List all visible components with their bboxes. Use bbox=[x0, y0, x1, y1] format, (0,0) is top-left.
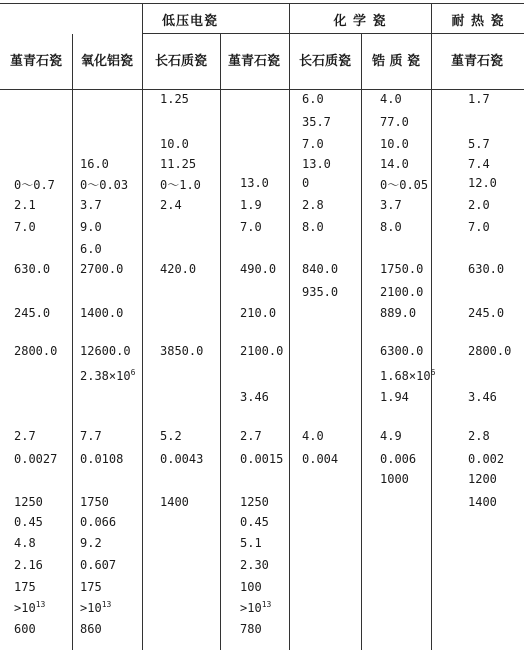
table-cell bbox=[302, 137, 324, 151]
cell-value: 4.8 bbox=[14, 536, 36, 550]
cell-value: 1400.0 bbox=[80, 306, 124, 320]
cell-value: 420.0 bbox=[160, 262, 197, 276]
cell-value: 10.0 bbox=[380, 137, 409, 151]
table-cell bbox=[14, 452, 57, 466]
table-cell bbox=[160, 429, 182, 443]
table-cell bbox=[14, 536, 36, 550]
cell-value: 490.0 bbox=[240, 262, 277, 276]
cell-value: 889.0 bbox=[380, 306, 417, 320]
table-cell bbox=[240, 262, 276, 276]
cell-value: 780 bbox=[240, 622, 262, 636]
cell-value: 0.0015 bbox=[240, 452, 284, 466]
table-cell bbox=[160, 157, 196, 171]
table-cell bbox=[80, 262, 123, 276]
table-cell bbox=[240, 429, 262, 443]
table-cell bbox=[380, 344, 423, 358]
table-cell bbox=[14, 622, 36, 636]
cell-value: 1.68×10 bbox=[380, 369, 431, 383]
cell-value: 5.2 bbox=[160, 429, 182, 443]
cell-value: 175 bbox=[80, 580, 102, 594]
cell-value: 0.066 bbox=[80, 515, 117, 529]
table-cell bbox=[14, 495, 43, 509]
cell-value: 2800.0 bbox=[14, 344, 58, 358]
column-header: 氧化铝瓷 bbox=[80, 54, 134, 69]
cell-value: 6300.0 bbox=[380, 344, 424, 358]
group-header-heat-resistant: 耐 热 瓷 bbox=[451, 14, 505, 29]
cell-value: 2.8 bbox=[302, 198, 324, 212]
cell-value: 600 bbox=[14, 622, 36, 636]
cell-value: 2100.0 bbox=[240, 344, 284, 358]
table-cell bbox=[302, 198, 324, 212]
cell-value: 2.4 bbox=[160, 198, 182, 212]
cell-value: 860 bbox=[80, 622, 102, 636]
table-cell bbox=[302, 157, 331, 171]
table-cell bbox=[80, 198, 102, 212]
cell-value: 4.9 bbox=[380, 429, 402, 443]
table-cell bbox=[160, 495, 189, 509]
table-cell bbox=[160, 176, 201, 193]
cell-value: 2.0 bbox=[468, 198, 490, 212]
table-cell bbox=[240, 536, 262, 550]
table-cell bbox=[80, 452, 123, 466]
cell-value: 3.46 bbox=[468, 390, 497, 404]
cell-value: 0～0.03 bbox=[80, 178, 129, 192]
table-cell bbox=[380, 306, 416, 320]
table-cell bbox=[80, 157, 109, 171]
table-cell bbox=[468, 137, 490, 151]
table-cell bbox=[302, 262, 338, 276]
table-cell bbox=[80, 344, 131, 358]
table-cell bbox=[302, 429, 324, 443]
table-cell bbox=[380, 285, 423, 299]
cell-value: 7.0 bbox=[14, 220, 36, 234]
table-cell bbox=[14, 580, 36, 594]
top-rule bbox=[0, 3, 524, 4]
table-cell bbox=[468, 344, 511, 358]
table-cell bbox=[302, 285, 338, 299]
cell-value: 1.7 bbox=[468, 92, 490, 106]
cell-value: 7.0 bbox=[240, 220, 262, 234]
cell-value: 2.30 bbox=[240, 558, 269, 572]
table-cell bbox=[160, 137, 189, 151]
table-cell bbox=[468, 306, 504, 320]
cell-value: 0.004 bbox=[302, 452, 339, 466]
cell-value: >10 bbox=[14, 601, 36, 615]
cell-value: 11.25 bbox=[160, 157, 197, 171]
cell-value: 13.0 bbox=[240, 176, 269, 190]
table-cell bbox=[380, 92, 402, 106]
group-header-low-voltage: 低压电瓷 bbox=[161, 14, 219, 29]
cell-value: 1200 bbox=[468, 472, 497, 486]
cell-value: 100 bbox=[240, 580, 262, 594]
table-cell bbox=[14, 600, 45, 615]
table-cell bbox=[240, 622, 262, 636]
cell-value: 210.0 bbox=[240, 306, 277, 320]
cell-value: 2.16 bbox=[14, 558, 43, 572]
cell-value: 1.25 bbox=[160, 92, 189, 106]
cell-value: 1250 bbox=[14, 495, 43, 509]
column-divider bbox=[361, 34, 362, 650]
cell-value: 0.0043 bbox=[160, 452, 204, 466]
cell-value: 5.1 bbox=[240, 536, 262, 550]
cell-value: 9.0 bbox=[80, 220, 102, 234]
table-cell bbox=[380, 198, 402, 212]
table-cell bbox=[240, 220, 262, 234]
table-cell bbox=[380, 262, 423, 276]
table-cell bbox=[380, 390, 409, 404]
table-cell bbox=[80, 306, 123, 320]
cell-value: 7.7 bbox=[80, 429, 102, 443]
table-cell bbox=[468, 92, 490, 106]
cell-value: 7.0 bbox=[302, 137, 324, 151]
cell-value: 7.0 bbox=[468, 220, 490, 234]
table-cell bbox=[14, 306, 50, 320]
cell-value: 13.0 bbox=[302, 157, 331, 171]
cell-value: 175 bbox=[14, 580, 36, 594]
column-header: 长石质瓷 bbox=[154, 54, 208, 69]
table-cell bbox=[380, 176, 428, 193]
table-cell bbox=[240, 515, 269, 529]
cell-value: 1400 bbox=[160, 495, 189, 509]
cell-value: 3.7 bbox=[380, 198, 402, 212]
table-cell bbox=[468, 472, 497, 486]
table-cell bbox=[80, 368, 135, 383]
column-divider bbox=[220, 34, 221, 650]
table-cell bbox=[468, 198, 490, 212]
table-cell bbox=[240, 176, 269, 190]
table-cell bbox=[80, 515, 116, 529]
table-cell bbox=[80, 242, 102, 256]
cell-value: 0.002 bbox=[468, 452, 505, 466]
table-cell bbox=[240, 580, 262, 594]
cell-value: 1250 bbox=[240, 495, 269, 509]
cell-value: 1750 bbox=[80, 495, 109, 509]
table-cell bbox=[302, 176, 309, 190]
cell-value: 2.8 bbox=[468, 429, 490, 443]
table-cell bbox=[468, 220, 490, 234]
table-cell bbox=[468, 452, 504, 466]
table-cell bbox=[14, 262, 50, 276]
table-cell bbox=[160, 198, 182, 212]
table-cell bbox=[80, 495, 109, 509]
table-cell bbox=[380, 368, 435, 383]
cell-value: 630.0 bbox=[468, 262, 505, 276]
column-header: 堇青石瓷 bbox=[227, 54, 281, 69]
column-header: 锆 质 瓷 bbox=[371, 54, 421, 69]
table-cell bbox=[302, 115, 331, 129]
cell-value: 0.45 bbox=[240, 515, 269, 529]
cell-value: 1400 bbox=[468, 495, 497, 509]
cell-value: 16.0 bbox=[80, 157, 109, 171]
table-cell bbox=[80, 580, 102, 594]
table-cell bbox=[302, 220, 324, 234]
cell-value: 7.4 bbox=[468, 157, 490, 171]
column-header: 堇青石瓷 bbox=[450, 54, 504, 69]
cell-value: 0～0.05 bbox=[380, 178, 429, 192]
cell-value: 245.0 bbox=[468, 306, 505, 320]
cell-value: 10.0 bbox=[160, 137, 189, 151]
exponent: 13 bbox=[101, 600, 112, 609]
table-cell bbox=[380, 472, 409, 486]
cell-value: 1.9 bbox=[240, 198, 262, 212]
table-cell bbox=[160, 262, 196, 276]
cell-value: 3.7 bbox=[80, 198, 102, 212]
cell-value: 5.7 bbox=[468, 137, 490, 151]
cell-value: 8.0 bbox=[380, 220, 402, 234]
table-cell bbox=[240, 495, 269, 509]
cell-value: 0～0.7 bbox=[14, 178, 55, 192]
cell-value: >10 bbox=[240, 601, 262, 615]
cell-value: 6.0 bbox=[80, 242, 102, 256]
header-bottom-rule bbox=[0, 89, 524, 90]
table-cell bbox=[468, 262, 504, 276]
table-cell bbox=[80, 558, 116, 572]
group-header-chemical: 化 学 瓷 bbox=[333, 14, 387, 29]
table-cell bbox=[80, 220, 102, 234]
cell-value: 6.0 bbox=[302, 92, 324, 106]
table-cell bbox=[380, 429, 402, 443]
cell-value: >10 bbox=[80, 601, 102, 615]
cell-value: 4.0 bbox=[302, 429, 324, 443]
cell-value: 0.607 bbox=[80, 558, 117, 572]
table-cell bbox=[302, 92, 324, 106]
table-cell bbox=[14, 515, 43, 529]
column-divider bbox=[289, 4, 290, 650]
cell-value: 12.0 bbox=[468, 176, 497, 190]
cell-value: 2.1 bbox=[14, 198, 36, 212]
table-cell bbox=[160, 344, 203, 358]
cell-value: 2.7 bbox=[14, 429, 36, 443]
column-header: 堇青石瓷 bbox=[9, 54, 63, 69]
table-cell bbox=[14, 198, 36, 212]
table-cell bbox=[240, 558, 269, 572]
table-cell bbox=[160, 452, 203, 466]
cell-value: 9.2 bbox=[80, 536, 102, 550]
column-divider bbox=[431, 4, 432, 650]
table-cell bbox=[380, 115, 409, 129]
cell-value: 0.006 bbox=[380, 452, 417, 466]
cell-value: 1750.0 bbox=[380, 262, 424, 276]
group-header-rule bbox=[142, 33, 524, 34]
table-cell bbox=[160, 92, 189, 106]
table-cell bbox=[80, 176, 128, 193]
table-cell bbox=[380, 157, 409, 171]
cell-value: 0.0027 bbox=[14, 452, 58, 466]
table-cell bbox=[240, 198, 262, 212]
cell-value: 2.7 bbox=[240, 429, 262, 443]
cell-value: 2700.0 bbox=[80, 262, 124, 276]
table-cell bbox=[380, 220, 402, 234]
cell-value: 14.0 bbox=[380, 157, 409, 171]
cell-value: 1000 bbox=[380, 472, 409, 486]
column-header: 长石质瓷 bbox=[298, 54, 352, 69]
exponent: 13 bbox=[261, 600, 272, 609]
cell-value: 630.0 bbox=[14, 262, 51, 276]
cell-value: 0.45 bbox=[14, 515, 43, 529]
table-cell bbox=[240, 344, 283, 358]
table-cell bbox=[240, 390, 269, 404]
table-cell bbox=[240, 600, 271, 615]
cell-value: 3.46 bbox=[240, 390, 269, 404]
table-cell bbox=[380, 452, 416, 466]
cell-value: 12600.0 bbox=[80, 344, 131, 358]
table-cell bbox=[468, 390, 497, 404]
cell-value: 77.0 bbox=[380, 115, 409, 129]
table-cell bbox=[14, 558, 43, 572]
column-divider bbox=[142, 4, 143, 650]
table-cell bbox=[80, 429, 102, 443]
table-cell bbox=[240, 452, 283, 466]
cell-value: 2800.0 bbox=[468, 344, 512, 358]
exponent: 6 bbox=[430, 368, 436, 377]
cell-value: 35.7 bbox=[302, 115, 331, 129]
table-cell bbox=[80, 600, 111, 615]
cell-value: 0.0108 bbox=[80, 452, 124, 466]
cell-value: 0 bbox=[302, 176, 310, 190]
table-cell bbox=[380, 137, 409, 151]
cell-value: 2100.0 bbox=[380, 285, 424, 299]
exponent: 13 bbox=[35, 600, 46, 609]
table-cell bbox=[468, 429, 490, 443]
column-divider bbox=[72, 34, 73, 650]
table-cell bbox=[80, 536, 102, 550]
cell-value: 0～1.0 bbox=[160, 178, 201, 192]
table-cell bbox=[14, 176, 55, 193]
table-cell bbox=[14, 220, 36, 234]
cell-value: 935.0 bbox=[302, 285, 339, 299]
table-cell bbox=[468, 157, 490, 171]
table-cell bbox=[468, 495, 497, 509]
cell-value: 8.0 bbox=[302, 220, 324, 234]
cell-value: 4.0 bbox=[380, 92, 402, 106]
table-cell bbox=[80, 622, 102, 636]
table-cell bbox=[14, 429, 36, 443]
table-cell bbox=[302, 452, 338, 466]
cell-value: 2.38×10 bbox=[80, 369, 131, 383]
cell-value: 840.0 bbox=[302, 262, 339, 276]
table-cell bbox=[240, 306, 276, 320]
exponent: 6 bbox=[130, 368, 136, 377]
table-cell bbox=[14, 344, 57, 358]
cell-value: 245.0 bbox=[14, 306, 51, 320]
cell-value: 3850.0 bbox=[160, 344, 204, 358]
cell-value: 1.94 bbox=[380, 390, 409, 404]
table-cell bbox=[468, 176, 497, 190]
